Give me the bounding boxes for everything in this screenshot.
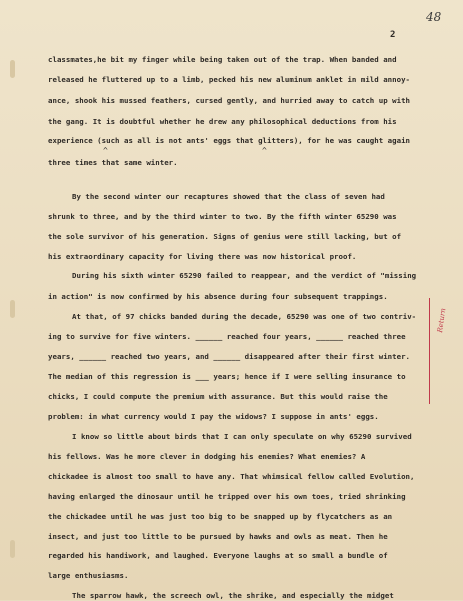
text-line: chicks, I could compute the premium with assurance. But this would raise the — [48, 392, 388, 401]
folio-number: 48 — [426, 10, 442, 24]
text-line: having enlarged the dinosaur until he tripped over his own toes, tried shrinking — [48, 492, 406, 501]
text-line: At that, of 97 chicks banded during the decade, 65290 was one of two contriv- — [72, 312, 417, 321]
text-line: his extraordinary capacity for living there was now historical proof. — [48, 252, 357, 261]
insertion-caret: ^ — [262, 146, 267, 155]
text-line: three times that same winter. — [48, 158, 178, 167]
text-line: problem: in what currency would I pay the widows? I suppose in ants' eggs. — [48, 412, 379, 421]
page-number: 2 — [390, 30, 396, 40]
text-line: large enthusiasms. — [48, 571, 129, 580]
text-line: regarded his handiwork, and laughed. Everyone laughs at so small a bundle of — [48, 551, 388, 560]
text-line: experience (such as all is not ants' eggs that glitters), for he was caught again — [48, 136, 411, 145]
text-line: The sparrow hawk, the screech owl, the shrike, and especially the midget — [72, 591, 394, 600]
text-line: the sole survivor of his generation. Signs of genius were still lacking, but of — [48, 232, 402, 241]
margin-note: Return — [436, 307, 448, 334]
text-line: By the second winter our recaptures showed that the class of seven had — [72, 192, 385, 201]
text-line: During his sixth winter 65290 failed to reappear, and the verdict of "missing — [72, 271, 417, 280]
margin-mark-line — [429, 298, 430, 404]
text-line: his fellows. Was he more clever in dodging his enemies? What enemies? A — [48, 452, 366, 461]
text-line: I know so little about birds that I can only speculate on why 65290 survived — [72, 432, 412, 441]
text-line: ing to survive for five winters. ______ reached four years, ______ reached three — [48, 332, 406, 341]
binding-hole — [10, 300, 15, 318]
text-line: shrunk to three, and by the third winter to two. By the fifth winter 65290 was — [48, 212, 397, 221]
text-line: years, ______ reached two years, and ______ disappeared after their first winter. — [48, 352, 411, 361]
text-line: insect, and just too little to be pursued by hawks and owls as meat. Then he — [48, 532, 388, 541]
insertion-caret: ^ — [103, 146, 108, 155]
text-line: The median of this regression is ___ years; hence if I were selling insurance to — [48, 372, 406, 381]
binding-hole — [10, 540, 15, 558]
text-line: the chickadee until he was just too big to be snapped up by flycatchers as an — [48, 512, 393, 521]
text-line: ance, shook his mussed feathers, cursed gently, and hurried away to catch up with — [48, 96, 411, 105]
text-line: the gang. It is doubtful whether he drew any philosophical deductions from his — [48, 117, 397, 126]
text-line: released he fluttered up to a limb, pecked his new aluminum anklet in mild annoy- — [48, 75, 411, 84]
text-line: in action" is now confirmed by his absence during four subsequent trappings. — [48, 292, 388, 301]
text-line: chickadee is almost too small to have any. That whimsical fellow called Evolution, — [48, 472, 415, 481]
binding-hole — [10, 60, 15, 78]
text-line: classmates,he bit my finger while being taken out of the trap. When banded and — [48, 55, 397, 64]
